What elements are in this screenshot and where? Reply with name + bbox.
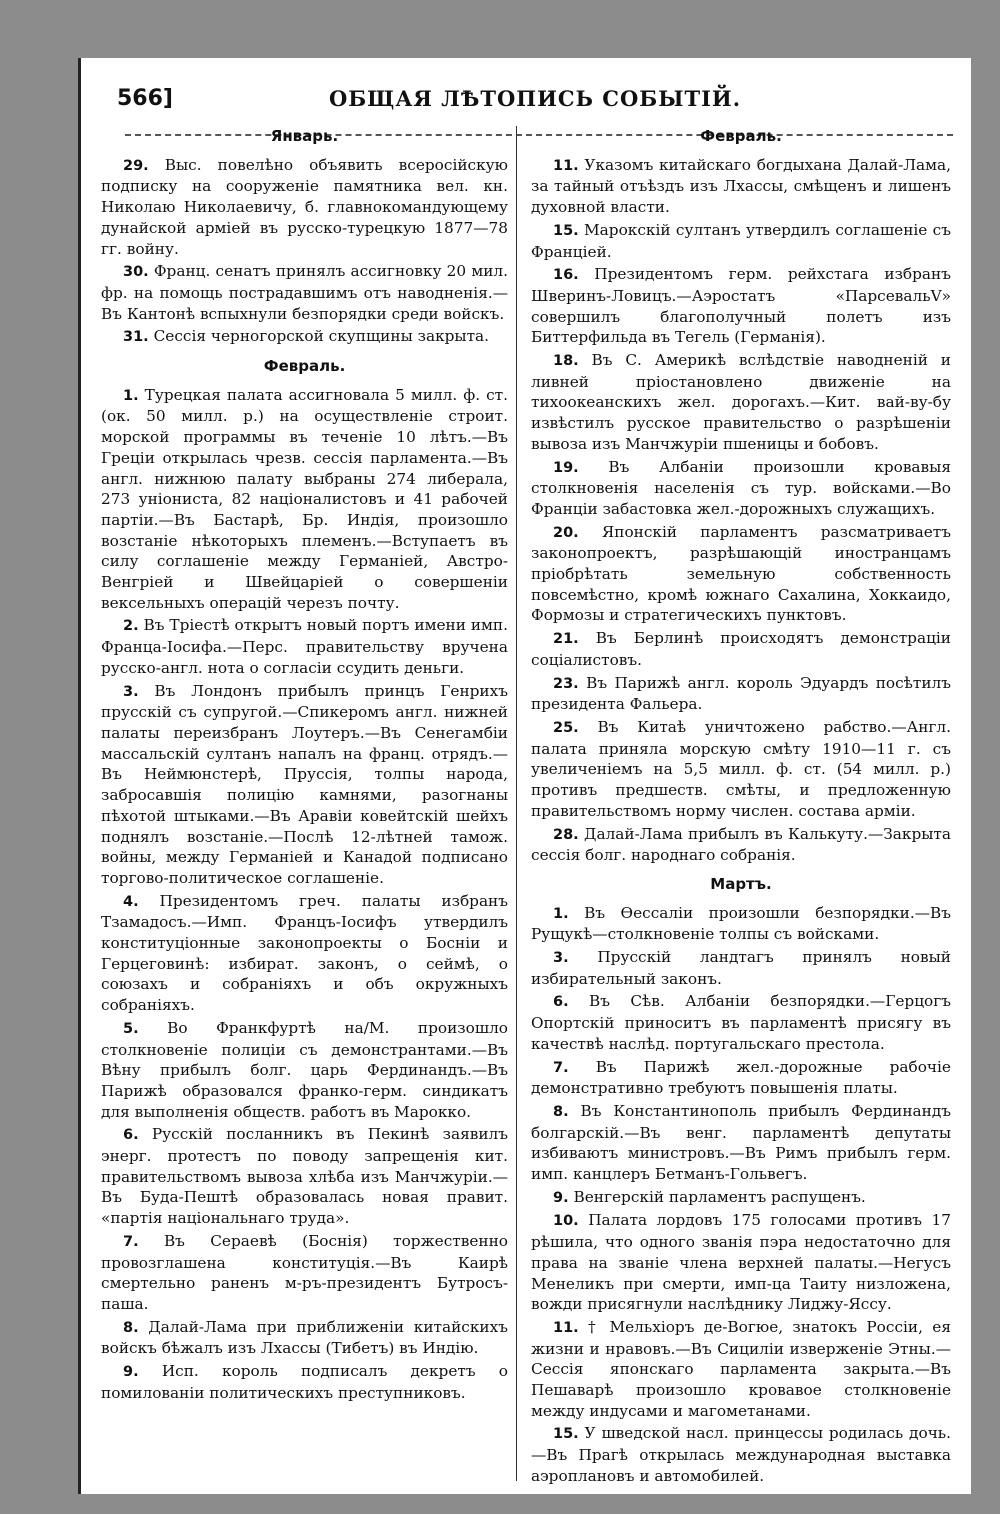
- month-heading: Февраль.: [263, 357, 346, 376]
- chronicle-entry: [531, 1187, 951, 1209]
- entry-day: 6.: [123, 1127, 139, 1144]
- entry-day: 31.: [123, 329, 149, 346]
- chronicle-entry: [531, 1423, 951, 1486]
- entry-text: Въ Сѣв. Албаніи безпорядки.—Герцогъ Опортскій приноситъ въ парламентѣ присягу въ качествѣ наслѣд. португальскаго престола.: [531, 992, 951, 1053]
- entry-day: 30.: [123, 264, 149, 281]
- entry-day: 6.: [553, 994, 569, 1011]
- entry-day: 7.: [553, 1059, 569, 1076]
- chronicle-entry: [531, 457, 951, 520]
- chronicle-entry: [531, 1317, 951, 1422]
- entry-text: Русскій посланникъ въ Пекинѣ заявилъ энерг. протестъ по поводу запрещенія кит. правительствомъ вывоза хлѣба изъ Манчжуріи.—Въ Буда-Пештѣ образовалась новая правит. «партія національнаго труда».: [101, 1125, 508, 1228]
- entry-day: 9.: [123, 1364, 139, 1381]
- left-column: [101, 126, 508, 1405]
- entry-text: Во Франкфуртѣ на/М. произошло столкновеніе полиціи съ демонстрантами.—Въ Вѣну прибылъ болг. царь Фердинандъ.—Въ Парижѣ образовался франко-герм. синдикатъ для выполненія обществ. работъ въ Марокко.: [101, 1018, 508, 1121]
- entry-text: Въ Албаніи произошли кровавыя столкновенія населенія съ тур. войсками.—Во Франціи забастовка жел.-дорожныхъ служащихъ.: [531, 457, 951, 518]
- entry-text: Палата лордовъ 175 голосами противъ 17 рѣшила, что одного званія пэра недостаточно для права на званіе члена верхней палаты.—Негусъ Менеликъ при смерти, имп-ца Таиту низложена, вожди присягнули наслѣднику Лиджу-Яссу.: [531, 1211, 951, 1314]
- chronicle-entry: [531, 991, 951, 1054]
- entry-day: 7.: [123, 1233, 139, 1250]
- entry-text: Турецкая палата ассигновала 5 милл. ф. ст. (ок. 50 милл. р.) на осуществленіе строит. морской программы въ теченіе 10 лѣтъ.—Въ Греціи открылась чрезв. сессія парламента.—Въ англ. нижнюю палату выбраны 274 либерала, 273 уніониста, 82 націоналистовъ и 41 рабочей партіи.—Въ Бастарѣ, Бр. Индія, произошло возстаніе нѣкоторыхъ племенъ.—Вступаетъ въ силу соглашеніе между Германіей, Австро-Венгріей и Швейцаріей о совершеніи вексельныхъ операцій черезъ почту.: [101, 385, 508, 612]
- entry-text: Въ С. Америкѣ вслѣдствіе наводненій и ливней пріостановлено движеніе на тихоокеанскихъ жел. дорогахъ.—Кит. вай-ву-бу извѣстилъ русское правительство о разрѣшеніи вывоза изъ Манчжуріи пшеницы и бобовъ.: [531, 351, 951, 453]
- entry-text: Венгерскій парламентъ распущенъ.: [573, 1187, 866, 1206]
- entry-text: Въ Берлинѣ происходятъ демонстраціи соціалистовъ.: [531, 629, 951, 669]
- chronicle-entry: [101, 385, 508, 614]
- entry-text: Далай-Лама прибылъ въ Калькуту.—Закрыта сессія болг. народнаго собранія.: [531, 824, 951, 865]
- entry-text: Японскій парламентъ разсматриваетъ законопроектъ, разрѣшающій иностранцамъ пріобрѣтать земельную собственность повсемѣстно, кромѣ южнаго Сахалина, Хоккаидо, Формозы и стратегическихъ пунктовъ.: [531, 522, 951, 625]
- chronicle-entry: [531, 1057, 951, 1099]
- chronicle-entry: [101, 615, 508, 678]
- chronicle-entry: [101, 1124, 508, 1229]
- entry-day: 3.: [123, 683, 139, 700]
- entry-day: 18.: [553, 353, 579, 370]
- entry-day: 8.: [123, 1319, 139, 1336]
- entry-text: Президентомъ герм. рейхстага избранъ Шверинъ-Ловицъ.—Аэростатъ «ПарсевальV» совершилъ благополучный полетъ изъ Биттерфильда въ Тегель (Германія).: [531, 265, 951, 347]
- entry-text: Сессія черногорской скупщины закрыта.: [153, 327, 490, 346]
- chronicle-entry: [531, 824, 951, 866]
- entry-text: Выс. повелѣно объявить всеросійскую подписку на сооруженіе памятника вел. кн. Николаю Николаевичу, б. главнокомандующему дунайской арміей въ русско-турецкую 1877—78 гг. войну.: [101, 155, 508, 258]
- entry-text: Президентомъ греч. палаты избранъ Тзамадосъ.—Имп. Францъ-Іосифъ утвердилъ конституціонные законопроекты о Босніи и Герцеговинѣ: избират. законъ, о сеймѣ, о союзахъ и собраніяхъ и объ окружныхъ собраніяхъ.: [101, 891, 508, 1015]
- chronicle-entry: [101, 326, 508, 348]
- right-column: [531, 126, 951, 1489]
- entry-text: Въ Сераевѣ (Боснія) торжественно провозглашена конституція.—Въ Каирѣ смертельно раненъ м-ръ-президентъ Бутросъ-паша.: [101, 1231, 508, 1313]
- entry-day: 1.: [123, 387, 139, 404]
- column-divider: [516, 126, 517, 1481]
- entry-text: Далай-Лама при приближеніи китайскихъ войскъ бѣжалъ изъ Лхассы (Тибетъ) въ Индію.: [101, 1317, 508, 1358]
- chronicle-entry: [101, 681, 508, 889]
- entry-text: † Мельхіоръ де-Вогюе, знатокъ Россіи, ея жизни и нравовъ.—Въ Сициліи изверженіе Этны.—Сессія японскаго парламента закрыта.—Въ Пешаварѣ произошло кровавое столкновеніе между индусами и магометанами.: [531, 1317, 951, 1420]
- chronicle-entry: [531, 264, 951, 348]
- entry-text: Исп. король подписалъ декретъ о помилованіи политическихъ преступниковъ.: [101, 1362, 508, 1402]
- entry-day: 21.: [553, 631, 579, 648]
- month-heading: Февраль.: [700, 127, 782, 145]
- chronicle-entry: [531, 673, 951, 715]
- entry-text: Въ Ѳессаліи произошли безпорядки.—Въ Рущукѣ—столкновеніе толпы съ войсками.: [531, 903, 951, 944]
- entry-text: Въ Тріестѣ открытъ новый портъ имени имп. Франца-Іосифа.—Перс. правительству вручена русско-англ. нота о согласіи ссудить деньги.: [101, 616, 508, 677]
- running-title: ОБЩАЯ ЛѢТОПИСЬ СОБЫТІЙ.: [328, 86, 742, 111]
- chronicle-entry: [101, 261, 508, 324]
- chronicle-entry: [531, 522, 951, 627]
- entry-text: Въ Парижѣ жел.-дорожные рабочіе демонстративно требуютъ повышенія платы.: [531, 1057, 951, 1098]
- entry-day: 10.: [553, 1213, 579, 1230]
- entry-day: 25.: [553, 719, 579, 736]
- entry-text: У шведской насл. принцессы родилась дочь.—Въ Прагѣ открылась международная выставка аэроплановъ и автомобилей.: [531, 1424, 951, 1485]
- chronicle-entry: [101, 891, 508, 1016]
- chronicle-entry: [531, 350, 951, 455]
- page: [78, 58, 971, 1494]
- month-heading: Мартъ.: [710, 874, 772, 893]
- entry-text: Указомъ китайскаго богдыхана Далай-Лама, за тайный отъѣздъ изъ Лхассы, смѣщенъ и лишенъ духовной власти.: [531, 155, 951, 217]
- chronicle-entry: [531, 717, 951, 822]
- chronicle-entry: [101, 1361, 508, 1403]
- entry-day: 3.: [553, 950, 569, 967]
- entry-day: 1.: [553, 905, 569, 922]
- entry-day: 11.: [553, 157, 579, 174]
- chronicle-entry: [101, 1018, 508, 1123]
- page-header: [117, 78, 953, 126]
- entry-day: 11.: [553, 1319, 579, 1336]
- entry-day: 5.: [123, 1020, 139, 1037]
- entry-day: 8.: [553, 1103, 569, 1120]
- month-heading: Январь.: [270, 127, 339, 145]
- chronicle-entry: [531, 155, 951, 218]
- entry-text: Въ Константинополь прибылъ Фердинандъ болгарскій.—Въ венг. парламентѣ депутаты избиваютъ министровъ.—Въ Римъ прибылъ герм. имп. канцлеръ Бетманъ-Гольвегъ.: [531, 1101, 951, 1184]
- entry-day: 16.: [553, 267, 579, 284]
- entry-text: Прусскій ландтагъ принялъ новый избирательный законъ.: [531, 948, 951, 988]
- entry-day: 2.: [123, 618, 139, 635]
- chronicle-entry: [101, 1317, 508, 1359]
- entry-text: Марокскій султанъ утвердилъ соглашеніе съ Франціей.: [531, 220, 951, 261]
- entry-day: 15.: [553, 1426, 579, 1443]
- chronicle-entry: [531, 1210, 951, 1315]
- chronicle-entry: [531, 903, 951, 945]
- entry-day: 29.: [123, 157, 149, 174]
- chronicle-entry: [101, 1231, 508, 1315]
- entry-text: Въ Парижѣ англ. король Эдуардъ посѣтилъ президента Фальера.: [531, 673, 951, 714]
- chronicle-entry: [531, 1101, 951, 1185]
- entry-text: Въ Китаѣ уничтожено рабство.—Англ. палата приняла морскую смѣту 1910—11 г. съ увеличеніемъ на 5,5 милл. ф. ст. (54 милл. р.) противъ предшеств. смѣты, и предложенную правительствомъ норму числен. состава арміи.: [531, 717, 951, 820]
- entry-text: Въ Лондонъ прибылъ принцъ Генрихъ прусскій съ супругой.—Спикеромъ англ. нижней палаты переизбранъ Лоутеръ.—Въ Сенегамбіи массальскій султанъ напалъ на франц. отрядъ.—Въ Неймюнстерѣ, Пруссія, толпы народа, забросавшія полицію камнями, разогнаны пѣхотой штыками.—Въ Аравіи ковейтскій шейхъ поднялъ возстаніе.—Послѣ 12-лѣтней тамож. войны, между Германіей и Канадой подписано торгово-политическое соглашеніе.: [101, 681, 508, 887]
- chronicle-entry: [531, 220, 951, 262]
- entry-day: 4.: [123, 893, 139, 910]
- chronicle-entry: [531, 628, 951, 670]
- chronicle-entry: [101, 155, 508, 260]
- entry-day: 15.: [553, 222, 579, 239]
- page-number: 566]: [117, 86, 173, 111]
- entry-day: 23.: [553, 675, 579, 692]
- entry-day: 20.: [553, 524, 579, 541]
- entry-day: 28.: [553, 826, 579, 843]
- chronicle-entry: [531, 947, 951, 989]
- entry-day: 19.: [553, 459, 579, 476]
- entry-text: Франц. сенатъ принялъ ассигновку 20 мил. фр. на помощь пострадавшимъ отъ наводненія.—Въ Кантонѣ вспыхнули безпорядки среди войскъ.: [101, 262, 508, 323]
- entry-day: 9.: [553, 1189, 569, 1206]
